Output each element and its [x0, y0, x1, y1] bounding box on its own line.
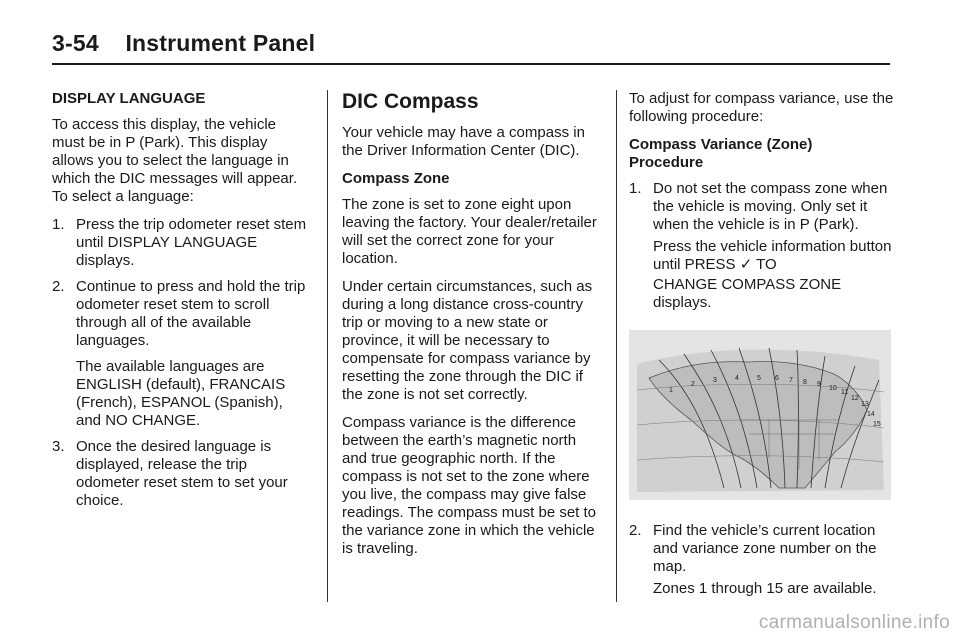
- step-note: The available languages are ENGLISH (default), FRANCAIS (French), ESPANOL (Spanish), and NO CHANGE.: [76, 358, 286, 429]
- section-title-dic-compass: DIC Compass: [342, 90, 479, 113]
- step-text: Continue to press and hold the trip odometer reset stem to scroll through all of the available languages.: [76, 278, 306, 349]
- section-heading-display-language: DISPLAY LANGUAGE: [52, 90, 206, 107]
- map-label: 11: [841, 389, 849, 396]
- column-display-language: [52, 90, 310, 518]
- step-substep: Press the vehicle information button until PRESS ✓ TO: [653, 238, 892, 273]
- column-divider-1: [327, 90, 328, 602]
- compass-intro: Your vehicle may have a compass in the Driver Information Center (DIC).: [342, 124, 585, 159]
- map-label: 7: [789, 377, 793, 384]
- page-number: 3-54: [52, 30, 99, 56]
- column-variance-procedure: [629, 90, 894, 606]
- compass-zone-paragraph: Under certain circumstances, such as during a long distance cross-country trip or moving to a new state or province, it will be necessary to compensate for compass variance by resetting the zone through the DIC if the zone is not set correctly.: [342, 278, 593, 403]
- step-text: Do not set the compass zone when the vehicle is moving. Only set it when the vehicle is in P (Park).: [653, 180, 888, 233]
- list-item: [52, 216, 310, 270]
- procedure-intro: To adjust for compass variance, use the following procedure:: [629, 90, 894, 125]
- subheading-compass-zone: Compass Zone: [342, 170, 450, 187]
- step-number: 1.: [629, 180, 642, 197]
- map-label: 10: [829, 385, 837, 392]
- list-item: [52, 438, 310, 510]
- map-label: 6: [775, 375, 779, 382]
- map-label: 12: [851, 395, 859, 402]
- watermark: carmanualsonline.info: [758, 612, 950, 633]
- step-text: Press the trip odometer reset stem until DISPLAY LANGUAGE displays.: [76, 216, 307, 269]
- map-label: 3: [713, 377, 717, 384]
- map-illustration: [629, 330, 891, 500]
- map-label: 15: [873, 421, 881, 428]
- map-label: 1: [669, 387, 673, 394]
- column-divider-2: [616, 90, 617, 602]
- procedure-heading: Compass Variance (Zone): [629, 136, 813, 153]
- map-label: 13: [861, 401, 869, 408]
- step-number: 3.: [52, 438, 65, 455]
- step-number: 2.: [629, 522, 642, 539]
- compass-zone-map: [629, 330, 891, 500]
- list-item: [629, 522, 894, 576]
- step-text: Once the desired language is displayed, release the trip odometer reset stem to set your choice.: [76, 438, 288, 509]
- list-item: [52, 278, 310, 350]
- step-number: 1.: [52, 216, 65, 233]
- step-number: 2.: [52, 278, 65, 295]
- column-dic-compass: [342, 90, 604, 568]
- map-label: 2: [691, 381, 695, 388]
- list-item: [629, 180, 894, 234]
- display-language-intro: To access this display, the vehicle must be in P (Park). This display allows you to select the language in which the DIC messages will appear. To select a language:: [52, 116, 298, 205]
- compass-zone-paragraph: The zone is set to zone eight upon leaving the factory. Your dealer/retailer will set the correct zone for your location.: [342, 196, 597, 267]
- page-title: Instrument Panel: [125, 30, 316, 56]
- map-label: 14: [867, 411, 875, 418]
- step-substep: Zones 1 through 15 are available.: [653, 580, 877, 597]
- procedure-heading: Procedure: [629, 154, 704, 171]
- compass-zone-paragraph: Compass variance is the difference between the earth’s magnetic north and true geographic north. If the compass is not set to the zone where you live, the compass may give false readings. The compass must be set to the variance zone in which the vehicle is traveling.: [342, 414, 597, 557]
- map-label: 4: [735, 375, 739, 382]
- map-label: 8: [803, 379, 807, 386]
- map-label: 9: [817, 381, 821, 388]
- step-substep: CHANGE COMPASS ZONE displays.: [653, 276, 842, 311]
- step-text: Find the vehicle’s current location and variance zone number on the map.: [653, 522, 877, 575]
- map-label: 5: [757, 375, 761, 382]
- page-header: [52, 30, 890, 65]
